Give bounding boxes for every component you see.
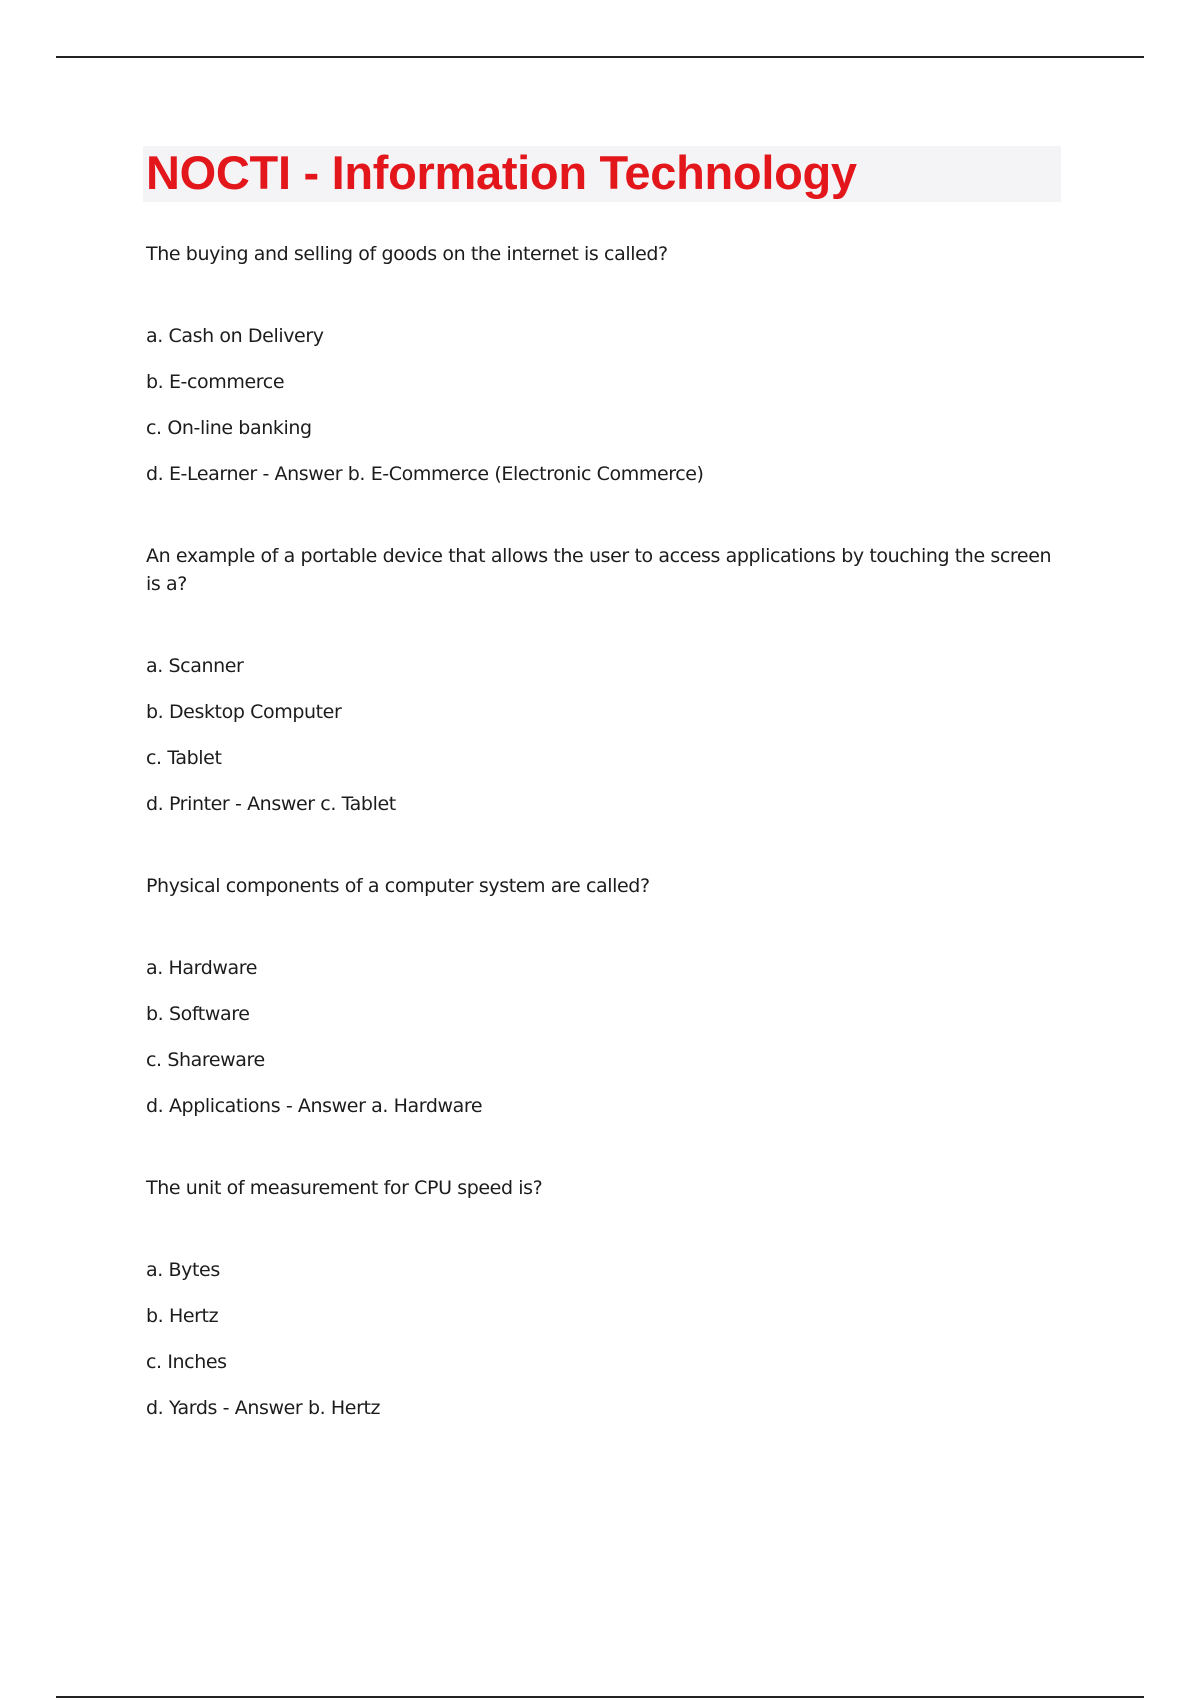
answer-option: a. Cash on Delivery (146, 325, 324, 347)
question-list (146, 240, 1066, 1476)
answer-options (146, 954, 1066, 1120)
answer-options (146, 1256, 1066, 1422)
question-text: The buying and selling of goods on the internet is called? (146, 243, 668, 265)
question-text: An example of a portable device that allows the user to access applications by touching the screen is a? (146, 545, 1052, 595)
answer-option: a. Bytes (146, 1259, 220, 1281)
answer-option: b. E-commerce (146, 371, 285, 393)
answer-option: d. Yards - Answer b. Hertz (146, 1397, 381, 1419)
question-block-3 (146, 872, 1066, 1120)
answer-option: b. Desktop Computer (146, 701, 342, 723)
answer-option: c. Shareware (146, 1049, 265, 1071)
document-title: NOCTI - Information Technology (146, 146, 857, 199)
question-text: Physical components of a computer system are called? (146, 875, 650, 897)
answer-option: b. Software (146, 1003, 250, 1025)
answer-option: a. Hardware (146, 957, 258, 979)
question-block-1 (146, 240, 1066, 488)
answer-option: d. Printer - Answer c. Tablet (146, 793, 396, 815)
top-rule (56, 56, 1144, 58)
answer-option: d. Applications - Answer a. Hardware (146, 1095, 483, 1117)
answer-option: c. Tablet (146, 747, 222, 769)
answer-options (146, 322, 1066, 488)
answer-option: d. E-Learner - Answer b. E-Commerce (Electronic Commerce) (146, 463, 704, 485)
bottom-rule (56, 1696, 1144, 1698)
answer-option: b. Hertz (146, 1305, 219, 1327)
answer-options (146, 652, 1066, 818)
question-block-2 (146, 542, 1066, 818)
answer-option: c. On-line banking (146, 417, 312, 439)
answer-option: c. Inches (146, 1351, 227, 1373)
answer-option: a. Scanner (146, 655, 244, 677)
question-text: The unit of measurement for CPU speed is? (146, 1177, 543, 1199)
question-block-4 (146, 1174, 1066, 1422)
